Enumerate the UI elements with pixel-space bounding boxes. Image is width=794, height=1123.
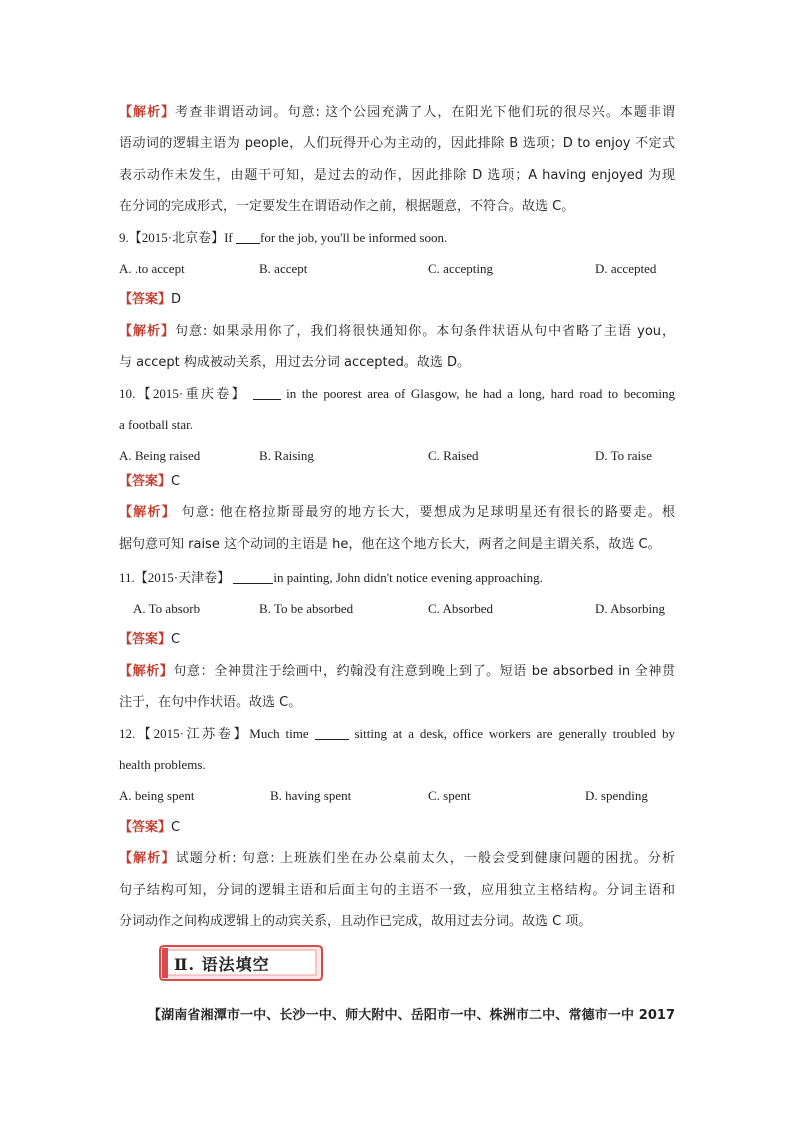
analysis-tag: 【解析】 — [119, 505, 177, 520]
answer-tag: 【答案】 — [119, 632, 172, 647]
question-11-stem: 11.【2015·天津卷】 in painting, John didn't notice evening approaching. — [119, 570, 543, 585]
question-9-option-c: C. accepting — [428, 261, 493, 276]
analysis-tag: 【解析】 — [119, 851, 176, 866]
question-9-option-d: D. accepted — [595, 261, 657, 276]
question-10-option-a: A. Being raised — [119, 448, 201, 463]
answer-tag: 【答案】 — [119, 474, 172, 489]
question-12-analysis-line-3: 分词动作之间构成逻辑上的动宾关系，且动作已完成，故用过去分词。故选 C 项。 — [119, 914, 592, 929]
answer-blank — [233, 569, 273, 584]
question-12-option-b: B. having spent — [270, 788, 352, 803]
question-12-answer: 【答案】C — [119, 820, 181, 835]
question-11-option-a: A. To absorb — [133, 601, 201, 616]
question-9-stem: 9.【2015·北京卷】If for the job, you'll be informed soon. — [119, 230, 448, 245]
question-9-analysis-line-2: 与 accept 构成被动关系，用过去分词 accepted。故选 D。 — [119, 355, 471, 370]
question-12-analysis-line-2: 句子结构可知，分词的逻辑主语和后面主句的主语不一致，应用独立主格结构。分词主语和 — [119, 883, 675, 898]
section-title: Ⅱ. 语法填空 — [174, 955, 270, 974]
question-12-stem: 12.【2015·江苏卷】Much time sitting at a desk, office workers are generally troubled by — [119, 726, 675, 741]
source-line-1: 【湖南省湘潭市一中、长沙一中、师大附中、岳阳市一中、株洲市二中、常德市一中 2017 — [148, 1008, 675, 1023]
question-9-answer: 【答案】D — [119, 292, 182, 307]
question-11-option-c: C. Absorbed — [428, 601, 493, 616]
question-12-option-d: D. spending — [585, 788, 648, 803]
question-9-option-b: B. accept — [259, 261, 308, 276]
question-11-analysis-line-1: 【解析】句意：全神贯注于绘画中，约翰没有注意到晚上到了。短语 be absorbed in 全神贯 — [119, 664, 675, 679]
answer-blank — [315, 725, 349, 740]
question-10-analysis-line-1: 【解析】 句意: 他在格拉斯哥最穷的地方长大，要想成为足球明星还有很长的路要走。根 — [119, 505, 675, 520]
question-10-option-d: D. To raise — [595, 448, 652, 463]
analysis-8-line-1: 【解析】考查非谓语动词。句意: 这个公园充满了人，在阳光下他们玩的很尽兴。本题非谓 — [119, 105, 675, 120]
analysis-tag: 【解析】 — [119, 324, 175, 339]
question-12-option-a: A. being spent — [119, 788, 195, 803]
question-11-answer: 【答案】C — [119, 632, 181, 647]
question-11-option-d: D. Absorbing — [595, 601, 666, 616]
analysis-8-line-4: 在分词的完成形式，一定要发生在谓语动作之前，根据题意，不符合。故选 C。 — [119, 199, 575, 214]
question-10-stem-line-2: a football star. — [119, 417, 194, 432]
question-10-stem: 10.【2015·重庆卷】 in the poorest area of Glasgow, he had a long, hard road to becoming — [119, 386, 675, 401]
question-11-option-b: B. To be absorbed — [259, 601, 354, 616]
analysis-tag: 【解析】 — [119, 664, 174, 679]
question-11-analysis-line-2: 注于，在句中作状语。故选 C。 — [119, 695, 302, 710]
analysis-8-line-3: 表示动作未发生，由题干可知，是过去的动作，因此排除 D 选项；A having enjoyed 为现 — [119, 168, 675, 183]
question-12-analysis-line-1: 【解析】试题分析: 句意: 上班族们坐在办公桌前太久，一般会受到健康问题的困扰。分析 — [119, 851, 675, 866]
question-10-answer: 【答案】C — [119, 474, 181, 489]
answer-tag: 【答案】 — [119, 820, 172, 835]
answer-blank — [236, 229, 260, 244]
answer-blank — [253, 385, 281, 400]
section-banner — [158, 944, 324, 982]
question-9-analysis-line-1: 【解析】句意: 如果录用你了，我们将很快通知你。本句条件状语从句中省略了主语 you， — [119, 324, 675, 339]
question-10-option-c: C. Raised — [428, 448, 479, 463]
question-10-option-b: B. Raising — [259, 448, 314, 463]
answer-tag: 【答案】 — [119, 292, 172, 307]
analysis-tag: 【解析】 — [119, 105, 176, 120]
analysis-8-line-2: 语动词的逻辑主语为 people，人们玩得开心为主动的，因此排除 B 选项；D to enjoy 不定式 — [119, 136, 675, 151]
question-10-analysis-line-2: 据句意可知 raise 这个动词的主语是 he，他在这个地方长大，两者之间是主谓关系，故选 C。 — [119, 537, 661, 552]
question-12-option-c: C. spent — [428, 788, 471, 803]
question-9-option-a: A. .to accept — [119, 261, 185, 276]
question-12-stem-line-2: health problems. — [119, 757, 206, 772]
